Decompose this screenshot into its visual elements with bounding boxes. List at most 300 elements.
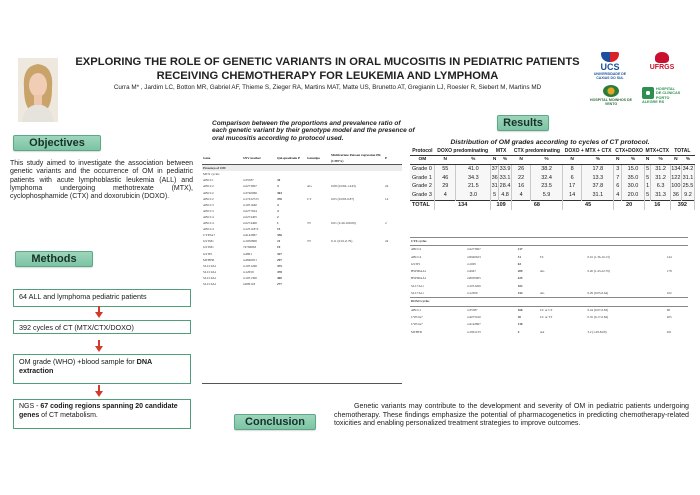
table2-cell: 6 — [614, 182, 622, 191]
table3-cell: CC or TT — [539, 314, 553, 319]
title-line-1: EXPLORING THE ROLE OF GENETIC VARIANTS IN ORAL MUCOSITIS IN PEDIATRIC PATIENTS — [75, 56, 580, 68]
table2-cell: 6 — [562, 174, 581, 183]
table3-cell: AG — [539, 269, 545, 274]
table1-cell: rs4142867 — [243, 233, 257, 238]
table1-cell: SLC19A1 — [203, 281, 217, 286]
table3-cell: rs12659 — [467, 291, 478, 296]
table1-cell: ABCC3 — [203, 208, 214, 213]
ucs-subtitle: UNIVERSIDADE DE CAXIAS DO SUL — [593, 72, 627, 80]
table1-cell: 0.11 (0.01-0.79) — [331, 239, 353, 244]
table1-cell: 4 — [277, 202, 279, 207]
table2-header: MTX — [491, 147, 512, 156]
table3-cell: 0.20 (1.43-22.79) — [587, 269, 610, 274]
table3-row — [410, 268, 688, 275]
institution-logos — [588, 52, 688, 110]
table1-cell: 277 — [277, 281, 282, 286]
table3-cell: ABCC2 — [411, 247, 422, 252]
table1-header-row — [202, 152, 402, 165]
table3-cell: 102 — [517, 283, 523, 288]
table2-cell: 31.1 — [682, 174, 694, 181]
table1-cell — [306, 281, 330, 287]
table1-cell: rs4846051 — [243, 257, 257, 262]
table3-cell: 217 — [517, 247, 523, 252]
table2-cell: 5 — [491, 191, 499, 200]
ufrgs-mark-icon — [655, 52, 669, 63]
table3-cell — [666, 321, 688, 328]
table1-cell: 0.05 (0.003-0.87) — [331, 196, 355, 201]
table3-row — [410, 321, 688, 328]
table2-subheader: % — [681, 156, 694, 165]
arrow-down-icon — [95, 346, 103, 352]
table2-subheader: % — [456, 156, 491, 165]
table1-cell: SLC19A1 — [203, 269, 217, 274]
table2-cell: 30.0 — [622, 182, 645, 191]
table2-cell: 33.9 — [499, 166, 511, 172]
table3-cell: 0.01 (1.36-16.13) — [587, 254, 610, 259]
hmv-logo — [588, 85, 634, 106]
table1-body — [202, 165, 402, 287]
table3-cell — [539, 246, 587, 254]
table2-cell: 13.3 — [582, 174, 614, 183]
table2-cell: 9.2 — [681, 191, 694, 200]
table2-cell: Grade 3 — [410, 191, 435, 200]
table2-cell: 31.2 — [651, 174, 670, 183]
table1-cell: 400 — [277, 275, 282, 280]
table2-cell: 34.3 — [456, 174, 491, 183]
table2-cell: 31.2 — [651, 165, 670, 174]
table3-cell: 130 — [517, 322, 523, 327]
table2-cell: 3.0 — [456, 191, 491, 200]
table1-cell: 19 — [277, 245, 281, 250]
table3-cell: AG — [539, 291, 545, 296]
table3-cell: ABCC1 — [411, 307, 422, 312]
table1-header: Multivariate Poisson regression PR (CI95%) — [330, 152, 384, 165]
table3-cell — [586, 261, 665, 268]
table3-cell: 261 — [666, 329, 672, 334]
table2-cell: 37.8 — [582, 182, 614, 191]
table1-cell: ABCC2 — [203, 190, 214, 195]
table1-header: Qui-quadrado P — [276, 152, 306, 165]
table2-cell: 28.4 — [499, 183, 511, 190]
table1-cell: ABCC4 — [203, 221, 214, 226]
table3-row — [410, 254, 688, 261]
table1-cell: rs1051266 — [243, 263, 257, 268]
table2-header: DOXO predominating — [435, 147, 491, 156]
table1-header: Gene — [202, 152, 242, 165]
table3-section-label: CTX cycles — [410, 238, 688, 246]
table1-cell — [330, 281, 384, 287]
table2-subheader: % — [582, 156, 614, 165]
table3-cell: 178 — [666, 269, 672, 274]
table2-cell: 5 — [646, 174, 650, 181]
table2-cell: 15.0 — [622, 165, 645, 174]
table2-header: TOTAL — [670, 147, 694, 156]
table3-cell — [586, 246, 665, 254]
table1-cell: 4 — [277, 208, 279, 213]
table1-cell: rs2273697 — [243, 184, 257, 189]
table2-subheader: % — [651, 156, 670, 165]
table1-cell: 14 — [385, 196, 389, 201]
table1-cell: ABCC2 — [203, 196, 214, 201]
table2-cell: 4 — [512, 191, 531, 200]
methods-step-patients: 64 ALL and lymphoma pediatric patients — [13, 289, 191, 307]
table2-cell: 14 — [562, 191, 581, 200]
table2-cell: 38.2 — [531, 165, 563, 174]
table3-cell: CYP2A7 — [411, 314, 423, 319]
table3-section-row — [410, 298, 688, 306]
genetic-variant-table — [202, 152, 402, 287]
table2-cell: 100 — [671, 183, 681, 190]
author-list: Curra M* , Jardim LC, Botton MR, Gabriel AF, Thieme S, Zieger RA, Martins MAT, Matte US, Brunetto AT, Gregianin LJ, Roesler R, Siebert M, Martins MD — [113, 84, 542, 91]
table2-cell: 36 — [491, 174, 498, 181]
title-line-2: RECEIVING CHEMOTHERAPY FOR LEUKEMIA AND LYMPHOMA — [156, 70, 499, 82]
table2-cell: 17 — [562, 182, 581, 191]
table1-cell: 475 — [277, 263, 282, 268]
table1-cell: 478 — [277, 269, 282, 274]
table1-subsection-label: MTX cycles — [203, 172, 220, 177]
table2-subheader: N — [491, 156, 499, 165]
ucs-logo — [588, 52, 632, 80]
author-photo — [18, 58, 58, 122]
table2-total-cell: 392 — [670, 200, 694, 209]
author-portrait — [18, 58, 58, 122]
table3-cell: 30 — [517, 314, 521, 319]
hcpa-line-2: DE CLÍNICAS — [656, 91, 681, 96]
table2-cell: Grade 2 — [410, 182, 435, 191]
table1-cell: rs1056806 — [243, 239, 257, 244]
table3-cell: 102 — [666, 291, 672, 296]
table3-cell: 166 — [517, 307, 523, 312]
table2-cell: 33.1 — [499, 174, 511, 181]
table2-cell: Grade 0 — [410, 165, 435, 174]
conclusion-text: Genetic variants may contribute to the development and severity of OM in pediatric patients undergoing chemotherapy. These findings emphasize the potential of pharmacogenetics in predicting chemotherapy-related toxicities and enabling personalized treatment strategies to improve outcomes. — [334, 402, 689, 427]
table2-header: DOXO + MTX + CTX — [562, 147, 613, 156]
table1-cell: SLC19A1 — [203, 275, 217, 280]
table2-header: Protocol — [410, 147, 435, 156]
table3-cell — [539, 321, 587, 328]
table2-cell: 4.8 — [499, 191, 512, 200]
table3-row — [410, 306, 688, 314]
table2-cell: 26 — [512, 165, 531, 174]
table2-cell: 36 — [670, 191, 681, 200]
table3-row — [410, 290, 688, 298]
table2-cell: 5 — [644, 191, 651, 200]
table2-cell: 55 — [435, 165, 456, 174]
methods-step-ngs-pre: NGS - — [19, 403, 41, 410]
table2-cell: 134 — [671, 166, 681, 172]
table1-cell: GSTM1 — [203, 239, 214, 244]
table1-section-row — [202, 165, 402, 172]
ufrgs-logo — [642, 52, 682, 72]
methods-step-ngs-post: of CT metabolism. — [39, 411, 98, 419]
ufrgs-name: UFRGS — [649, 64, 675, 71]
table3-cell: 0.29 (0.05-0.64) — [587, 291, 609, 296]
table2-subheader: % — [622, 156, 645, 165]
table2-cell: 7 — [614, 174, 622, 183]
table1-cell: 304 — [277, 190, 282, 195]
results-heading: Results — [497, 115, 549, 131]
table1-cell: 327 — [277, 251, 282, 256]
table2-row — [410, 174, 695, 183]
table1-cell: ABCC1 — [203, 178, 214, 183]
table1-cell: GSTP1 — [203, 251, 213, 256]
table3-cell: 3.2 (1.28-8.09) — [587, 329, 607, 334]
table3-cell: 63 — [517, 261, 521, 266]
objectives-text: This study aimed to investigate the association between genetic variants and the occurrence of OM in pediatric patients with acute lymphoblastic leukemia (ALL) and lymphoma undergoing methotrexate (MTX), cyclophosphamide (CTX) and doxorubicin (DOXO). — [10, 160, 193, 201]
table1-cell: 1 — [277, 221, 279, 226]
table3-cell — [586, 321, 665, 328]
table3-cell: CC or CT — [539, 307, 553, 312]
table2-total-cell: 45 — [562, 200, 613, 209]
table1-cell: MTHFR — [203, 257, 215, 262]
poster-title — [75, 55, 580, 83]
table2-cell: 17.8 — [582, 165, 614, 174]
table1-cell: rs4891 — [243, 251, 252, 256]
table1-cell — [384, 281, 402, 287]
methods-step-sampling-text: OM grade (WHO) +blood sample for — [19, 357, 137, 366]
table2-cell: 1 — [646, 183, 650, 190]
table3-cell — [666, 246, 688, 254]
table1-cell: ABCC4 — [203, 214, 214, 219]
table2-row — [410, 165, 695, 174]
table1-cell: CT — [307, 196, 312, 201]
table2-header: CTX+DOXO — [615, 148, 643, 154]
table1-cell: 24 — [385, 184, 389, 189]
table3-cell: 154 — [517, 291, 523, 296]
table3-cell: rs4142867 — [467, 322, 481, 327]
table3-cell: 425 — [517, 276, 523, 281]
table2-cell: 31.3 — [651, 191, 670, 200]
table3-cell: rs1695 — [467, 261, 476, 266]
table1-cell: 0.08 (0.004-1.443) — [331, 184, 356, 189]
table1-cell: 34 — [277, 178, 281, 183]
table1-cell: SLC19A1 — [203, 263, 217, 268]
table1-cell: TT — [307, 221, 312, 226]
table3-section-row — [410, 238, 688, 246]
table1-cell: rs1051300 — [243, 275, 257, 280]
table2-row — [410, 182, 695, 191]
table3-row — [410, 275, 688, 282]
table1-cell: 24 — [385, 239, 389, 244]
table2-cell: 22 — [512, 174, 531, 183]
table3-container — [410, 237, 688, 380]
table3-cell: rs8005905 — [467, 276, 481, 281]
objectives-heading: Objectives — [13, 135, 101, 151]
table3-cell: 0.24 (0.07-0.83) — [587, 307, 609, 312]
table2-cell: 35.0 — [622, 174, 645, 183]
table2-header: MTX+CTX — [645, 148, 670, 154]
table1-cell: 0.01 (2.40-160.00) — [331, 221, 356, 226]
table2-cell: 31 — [491, 183, 498, 190]
table1-cell: 336 — [277, 233, 282, 238]
hcpa-mark-icon — [642, 87, 654, 99]
table2-subheader: OM — [410, 156, 435, 165]
ucs-name: UCS — [600, 62, 620, 72]
table2-cell: 21.5 — [456, 182, 491, 191]
table2-subheader: N — [512, 156, 531, 165]
table1-cell: 4 — [277, 184, 279, 189]
table3-row — [410, 314, 688, 321]
table2-cell: 6.3 — [651, 182, 670, 191]
table3-cell: rs4947 — [467, 269, 476, 274]
table1-header: Genotipo — [306, 152, 330, 165]
table3-cell: 209 — [517, 269, 523, 274]
table1-cell: 2 — [385, 221, 387, 226]
table3-cell: 4 — [517, 329, 520, 334]
table1-cell: rs17222723 — [243, 196, 259, 201]
om-grade-distribution-table — [410, 147, 695, 210]
table2-body — [410, 165, 695, 210]
table2-subheader: % — [499, 156, 512, 165]
arrow-down-icon — [95, 391, 103, 397]
methods-step-ngs-bold: 67 coding regions spanning 20 candidate genes — [19, 403, 178, 419]
table1-cell: 15 — [277, 227, 281, 232]
table2-cell: 5.9 — [531, 191, 563, 200]
table3-cell: HSP90AA1 — [411, 269, 427, 274]
table1-cell: rs2274405 — [243, 214, 257, 219]
table1-cell: rs2277624 — [243, 208, 257, 213]
table1-cell: rs2274406 — [243, 221, 257, 226]
table2-total-cell: 20 — [614, 200, 644, 209]
table2-cell: 29 — [435, 182, 456, 191]
table2-row — [410, 191, 695, 200]
table2-cell: 8 — [562, 165, 581, 174]
hcpa-line-1: HOSPITAL — [656, 87, 675, 91]
table2-cell: 23.5 — [531, 182, 563, 191]
table2-header-row — [410, 147, 695, 156]
methods-step-sampling-bold: DNA extraction — [19, 357, 152, 375]
protocol-variant-table — [410, 237, 688, 336]
table3-cell: AA — [539, 329, 545, 334]
table3-cell: 144 — [666, 254, 672, 259]
table2-subheader: % — [531, 156, 563, 165]
table1-cell: rs3740066 — [243, 190, 257, 195]
table2-cell: 5 — [646, 166, 650, 172]
table1-cell: TT — [307, 239, 312, 244]
table1-cell: CYP2A7 — [203, 233, 216, 238]
table3-cell: 31 — [517, 254, 521, 259]
table1-row — [202, 281, 402, 287]
table1-caption: Comparison between the proportions and prevalence ratio of each genetic variant by their genotype model and the presence of oral mucositis according to protocol used. — [212, 120, 415, 142]
table2-cell: 4 — [614, 191, 622, 200]
table3-cell — [586, 275, 665, 282]
table3-cell: GSTP1 — [411, 261, 421, 266]
ucs-mark-icon — [601, 52, 619, 62]
table3-cell: 205 — [666, 314, 672, 319]
table2-cell: 34.2 — [682, 166, 694, 172]
table2-cell: 37 — [491, 166, 498, 172]
conclusion-heading: Conclusion — [234, 414, 316, 430]
table2-total-cell: 16 — [644, 200, 670, 209]
table2-total-cell: 134 — [435, 200, 491, 209]
table3-cell: rs1051266 — [467, 283, 481, 288]
methods-step-ngs — [13, 399, 191, 429]
table2-cell: 25.5 — [682, 183, 694, 190]
table3-cell: SLC7A11 — [411, 283, 424, 288]
table3-cell: SLC7A11 — [411, 291, 424, 296]
hmv-mark-icon — [603, 85, 619, 97]
table3-body — [410, 238, 688, 336]
hcpa-logo — [642, 87, 686, 105]
table3-row — [410, 329, 688, 336]
methods-step-sampling — [13, 354, 191, 384]
table3-cell — [539, 275, 587, 282]
table2-cell: 31.1 — [582, 191, 614, 200]
table2-subheader-row — [410, 156, 695, 165]
table1-cell: rs35587 — [243, 178, 254, 183]
table3-cell: rs4075166 — [467, 314, 481, 319]
table3-cell: 68 — [666, 307, 670, 312]
table2-cell: 122 — [671, 174, 681, 181]
table1-cell: ABCC4 — [203, 227, 214, 232]
table3-cell: rs2273697 — [467, 247, 481, 252]
table3-cell: rs9940623 — [467, 254, 481, 259]
table2-subheader: N — [670, 156, 681, 165]
table2-subheader: N — [614, 156, 622, 165]
table3-cell: rs1801133 — [467, 329, 481, 334]
methods-heading: Methods — [15, 251, 93, 267]
hcpa-line-3: PORTO ALEGRE RS — [642, 95, 670, 105]
table2-cell: Grade 1 — [410, 174, 435, 183]
table2-total-row — [410, 200, 695, 209]
methods-step-cycles: 392 cycles of CT (MTX/CTX/DOXO) — [13, 320, 191, 334]
table2-cell: 46 — [435, 174, 456, 183]
table2-cell: 32.4 — [531, 174, 563, 183]
table3-cell — [586, 283, 665, 290]
table2-total-cell: 68 — [512, 200, 563, 209]
table3-cell — [666, 275, 688, 282]
table1-header: SNV marker — [242, 152, 276, 165]
table2-subheader: N — [644, 156, 651, 165]
table2-cell: 3 — [614, 165, 622, 174]
table1-container — [202, 152, 402, 384]
table1-cell: 21 — [277, 239, 281, 244]
table3-row — [410, 261, 688, 268]
table2-cell: 4 — [435, 191, 456, 200]
table2-total-cell: TOTAL — [410, 200, 435, 209]
table3-cell — [666, 261, 688, 268]
table2-subheader: N — [435, 156, 456, 165]
table1-cell: 297 — [277, 257, 282, 262]
table3-cell: TC — [539, 254, 544, 259]
table2-cell: 20.0 — [622, 191, 645, 200]
table3-cell: ABCC4 — [411, 254, 422, 259]
table1-cell: 2 — [277, 214, 279, 219]
table3-cell: rs35587 — [467, 307, 478, 312]
arrow-down-icon — [95, 312, 103, 318]
table1-cell: rs699118 — [243, 281, 256, 286]
table1-cell: rs1051640 — [243, 202, 257, 207]
table3-cell — [539, 261, 587, 268]
table3-cell: HSP90AA1 — [411, 276, 427, 281]
table2-cell: 16 — [512, 182, 531, 191]
table1-cell: 476 — [277, 196, 282, 201]
table1-cell: ABCC3 — [203, 202, 214, 207]
table1-cell: GSTM1 — [203, 245, 214, 250]
table3-row — [410, 246, 688, 254]
table1-section-label: Presença of OM — [202, 165, 402, 172]
table3-section-label: DOXO cycles — [410, 298, 688, 306]
table3-cell — [539, 283, 587, 290]
hmv-name: HOSPITAL MOINHOS DE VENTO — [590, 98, 632, 106]
table3-cell: MTHFR — [411, 329, 422, 334]
table1-cell: ABCC2 — [203, 184, 214, 189]
table1-cell: rs12659 — [243, 269, 254, 274]
table2-subheader: N — [562, 156, 581, 165]
table1-header: P — [384, 152, 402, 165]
table3-cell — [666, 283, 688, 290]
table1-cell: rs12511872 — [243, 227, 259, 232]
